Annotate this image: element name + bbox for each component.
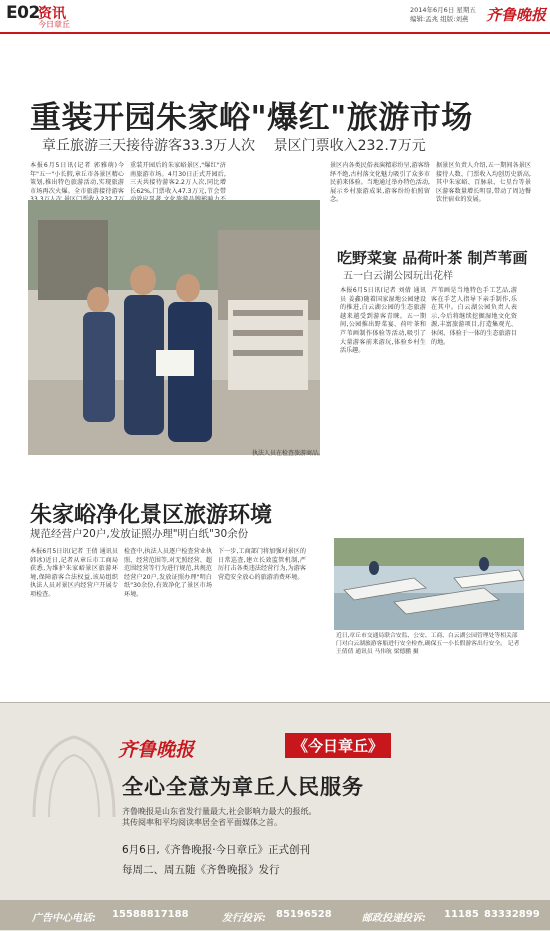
boats-photo (334, 538, 524, 630)
newspaper-logo: 齐鲁晚报 (486, 6, 547, 24)
subsection-title: 今日章丘 (38, 20, 70, 29)
ad-headline: 全心全意为章丘人民服务 (122, 775, 364, 799)
article2-title: 吃野菜宴 品荷叶茶 制芦苇画 (337, 249, 528, 267)
article3-subtitle: 规范经营户20户,发放证照办理"明白纸"30余份 (30, 528, 249, 540)
ad-description-2: 其传阅率和平均阅读率居全省平面媒体之首。 (122, 818, 282, 827)
ad-frequency: 每周二、周五随《齐鲁晚报》发行 (122, 864, 280, 876)
ad-description-1: 齐鲁晚报是山东省发行量最大,社会影响力最大的报纸。 (122, 807, 317, 816)
article1-column-3: 景区内各类民俗表演精彩纷呈,游客络绎不绝,古村落文化魅力吸引了众多市民前来体验。当地通过举办特色活动,展示乡村旅游成果,游客纷纷拍照留念。 (330, 162, 430, 204)
ad-launch-date: 6月6日,《齐鲁晚报·今日章丘》正式创刊 (122, 844, 311, 856)
ad-center-phone: 15588817188 (112, 909, 189, 920)
issue-date: 2014年6月6日 星期五 (410, 6, 476, 14)
postal-phone: 11185 (444, 909, 479, 920)
lead-headline: 重装开园朱家峪"爆红"旅游市场 (30, 100, 473, 136)
ad-center-label: 广告中心电话: (32, 913, 96, 924)
article3-column-2: 检查中,执法人员逐户检查营业执照、经营范围等,对无照经营、超范围经营等行为进行规范,共规范经营户20户,发放证照办理"明白纸"30余份,有效净化了景区市场环境。 (124, 548, 212, 598)
postal-label: 邮政投递投诉: (362, 913, 426, 924)
article2-column-1: 本报6月5日讯(记者 刘倩 通讯员 姜鑫)随着国家湿地公园建设的推进,白云湖公园的生态旅游越来越受到游客青睐。五一期间,公园推出野菜宴、荷叶茶和芦苇画制作体验等活动,吸引了大量游客前来游玩,体验乡村生活乐趣。 (340, 287, 426, 355)
boats-photo-caption: 近日,章丘市交通局联合安监、公安、工商、白云湖公园管理处等相关部门对白云湖旅游客船进行安全检查,确保五一小长假游客出行安全。 记者 王倩倩 通讯员 马伟航 梁德鹏 摄 (336, 633, 520, 655)
ad-newspaper-logo: 齐鲁晚报 (118, 739, 195, 761)
section-title: 资讯 (38, 6, 66, 22)
article3-title: 朱家峪净化景区旅游环境 (30, 503, 273, 528)
article2-subtitle: 五一白云湖公园玩出花样 (343, 271, 453, 282)
article2-column-2: 芦苇画是当地特色手工艺品,游客在手艺人指导下亲手制作,乐在其中。白云湖公园负责人表示,今后将继续挖掘湿地文化资源,丰富旅游项目,打造集观光、休闲、体验于一体的生态旅游目的地。 (431, 287, 517, 346)
article1-column-4: 据景区负责人介绍,五一期间各景区接待人数、门票收入均创历史新高,其中朱家峪、百脉泉、七星台等景区游客数量增长明显,带动了周边餐饮住宿业的发展。 (436, 162, 531, 204)
distribution-label: 发行投诉: (222, 913, 266, 924)
article1-column-2: 重装开园后的朱家峪景区,"爆红"济南旅游市场。4月30日正式开园后,三天共接待游客2.2万人次,同比增长62%,门票收入47.3万元,节会带 (130, 162, 226, 195)
lead-subheadline: 章丘旅游三天接待游客33.3万人次 景区门票收入232.7万元 (42, 138, 426, 154)
ad-edition-badge: 《今日章丘》 (285, 733, 391, 758)
editor-credit: 编辑:孟兆 组版:刘燕 (410, 15, 469, 23)
article1-column-1: 本报6月5日讯(记者 郭雅萌)今年"五一"小长假,章丘市各景区精心策划,推出特色旅游活动,实现旅游市场再次火爆。全市旅游接待游客 (30, 162, 124, 195)
article3-column-3: 下一步,工商部门将加强对景区的日常巡查,建立长效监管机制,严厉打击各类违法经营行为,为游客营造安全放心的旅游消费环境。 (218, 548, 306, 581)
inspection-photo (28, 200, 320, 455)
article3-column-1: 本报6月5日讯(记者 王倩 通讯员 韩冰)近日,记者从章丘市工商局获悉,为维护朱家峪景区旅游环境,保障游客合法权益,该局组织执法人员对景区内经营户开展专项检查。 (30, 548, 118, 598)
page-number: E02 (6, 3, 40, 23)
distribution-phone: 85196528 (276, 909, 332, 920)
extra-phone: 83332899 (484, 909, 540, 920)
photo-caption: 执法人员在检查旅游商品。 (252, 450, 325, 457)
